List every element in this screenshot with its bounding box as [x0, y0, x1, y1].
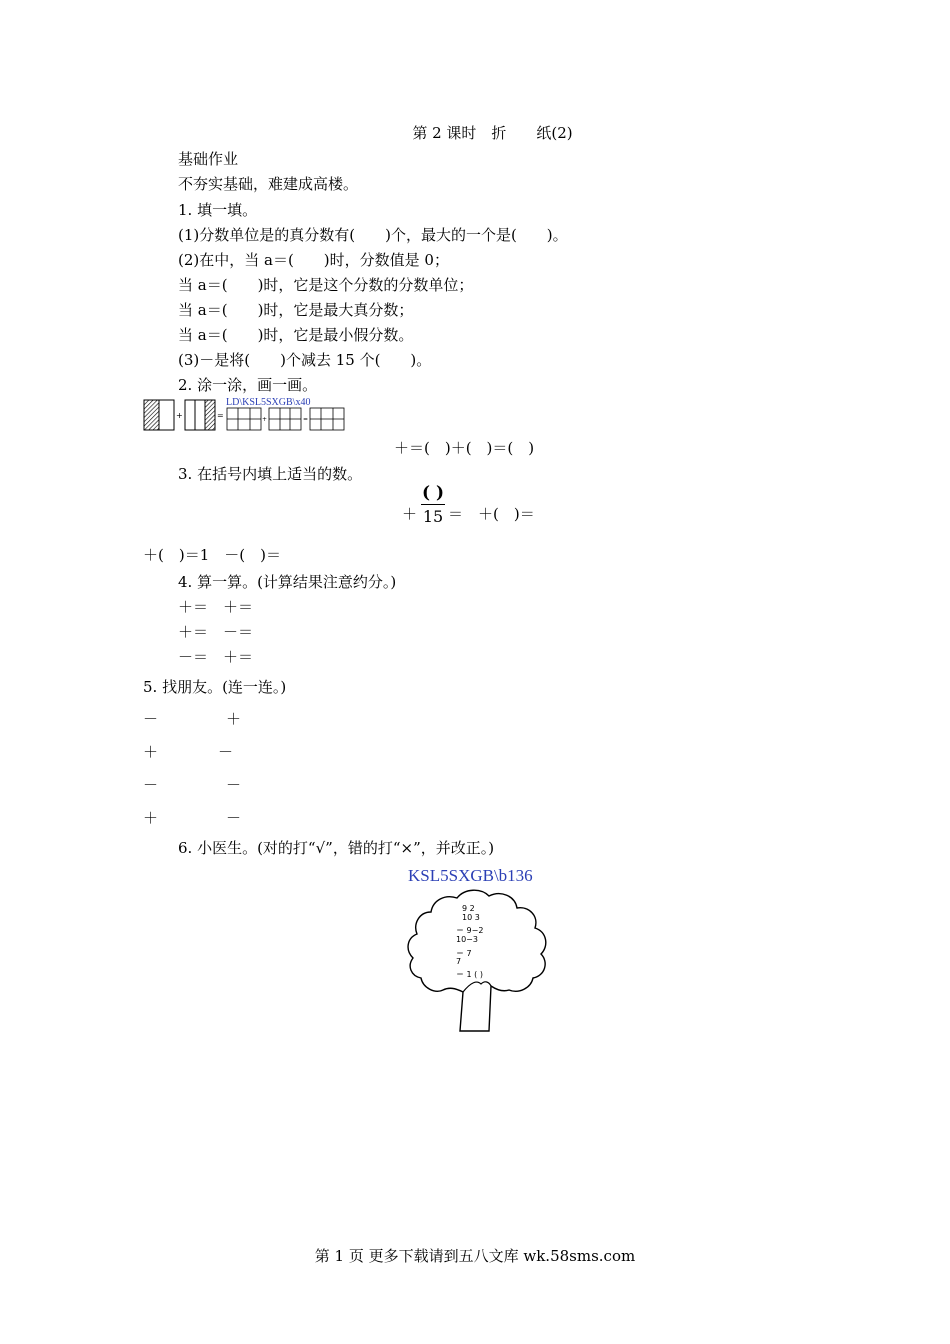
- q1-part2-line2: 当 a＝( )时，它是这个分数的分数单位；: [178, 276, 474, 294]
- tree-icon: [405, 884, 555, 1034]
- q4-row-3: －＝ ＋＝: [178, 648, 254, 666]
- q1-part2-line4: 当 a＝( )时，它是最小假分数。: [178, 326, 414, 344]
- q5-left-item: ＋: [143, 809, 159, 827]
- q4-heading: 4. 算一算。(计算结果注意约分。): [178, 573, 397, 591]
- q3-heading: 3. 在括号内填上适当的数。: [178, 465, 363, 483]
- plus-sign-2: +: [262, 416, 268, 423]
- tree-line: 10 3: [462, 913, 480, 922]
- q3-plus: ＋: [402, 505, 418, 523]
- q5-right-item: －: [218, 743, 234, 761]
- equals-sign-2: =: [303, 416, 309, 423]
- q3-equation-right: ＝ ＋( )＝: [448, 505, 535, 523]
- tree-line: ＝ 9−2: [456, 926, 484, 935]
- bar-one-third-shaded: [185, 400, 215, 430]
- q5-heading: 5. 找朋友。(连一连。): [143, 678, 287, 696]
- tree-line: ＝ 1 ( ): [456, 970, 483, 979]
- q5-left-item: －: [143, 776, 159, 794]
- q1-part2: (2)在中，当 a＝( )时，分数值是 0；: [178, 251, 449, 269]
- q5-right-item: －: [226, 809, 242, 827]
- empty-grid-1: [227, 408, 261, 430]
- tree-line: ＝ 7: [456, 949, 472, 958]
- equals-sign-1: =: [217, 411, 224, 420]
- tree-line: 10−3: [456, 935, 478, 944]
- q4-row-2: ＋＝ －＝: [178, 623, 254, 641]
- tree-line: 7: [456, 957, 462, 966]
- q1-part3: (3)－是将( )个减去 15 个( )。: [178, 351, 432, 369]
- fraction-numerator: ( ): [421, 483, 444, 503]
- section-heading: 基础作业: [178, 150, 239, 168]
- q3-line2: ＋( )＝1 －( )＝: [143, 546, 281, 564]
- fraction-bar: [421, 504, 445, 505]
- page-footer: 第 1 页 更多下载请到五八文库 wk.58sms.com: [314, 1247, 636, 1265]
- empty-grid-3: [310, 408, 344, 430]
- page-title: 第 2 课时 折 纸(2): [412, 124, 573, 142]
- q2-heading: 2. 涂一涂，画一画。: [178, 376, 318, 394]
- q4-row-1: ＋＝ ＋＝: [178, 598, 254, 616]
- q5-left-item: －: [143, 710, 159, 728]
- q3-fraction: [421, 484, 445, 526]
- q1-part2-line3: 当 a＝( )时，它是最大真分数；: [178, 301, 414, 319]
- figure-code-x40: LD\KSL5SXGB\x40: [226, 397, 311, 408]
- q5-right-item: －: [226, 776, 242, 794]
- q5-left-item: ＋: [143, 743, 159, 761]
- fraction-denominator: 15: [422, 507, 444, 526]
- q1-heading: 1. 填一填。: [178, 201, 258, 219]
- bar-one-half-shaded: [144, 400, 174, 430]
- plus-sign-1: +: [176, 411, 183, 420]
- figure-code-b136: KSL5SXGB\b136: [408, 866, 533, 885]
- q5-right-item: ＋: [226, 710, 242, 728]
- q6-heading: 6. 小医生。(对的打“√”，错的打“×”，并改正。): [178, 839, 495, 857]
- q2-equation: ＋＝( )＋( )＝( ): [394, 439, 535, 457]
- tree-line: 9 2: [462, 904, 475, 913]
- q1-part1: (1)分数单位是的真分数有( )个，最大的一个是( )。: [178, 226, 568, 244]
- motto: 不夯实基础，难建成高楼。: [178, 175, 359, 193]
- empty-grid-2: [269, 408, 301, 430]
